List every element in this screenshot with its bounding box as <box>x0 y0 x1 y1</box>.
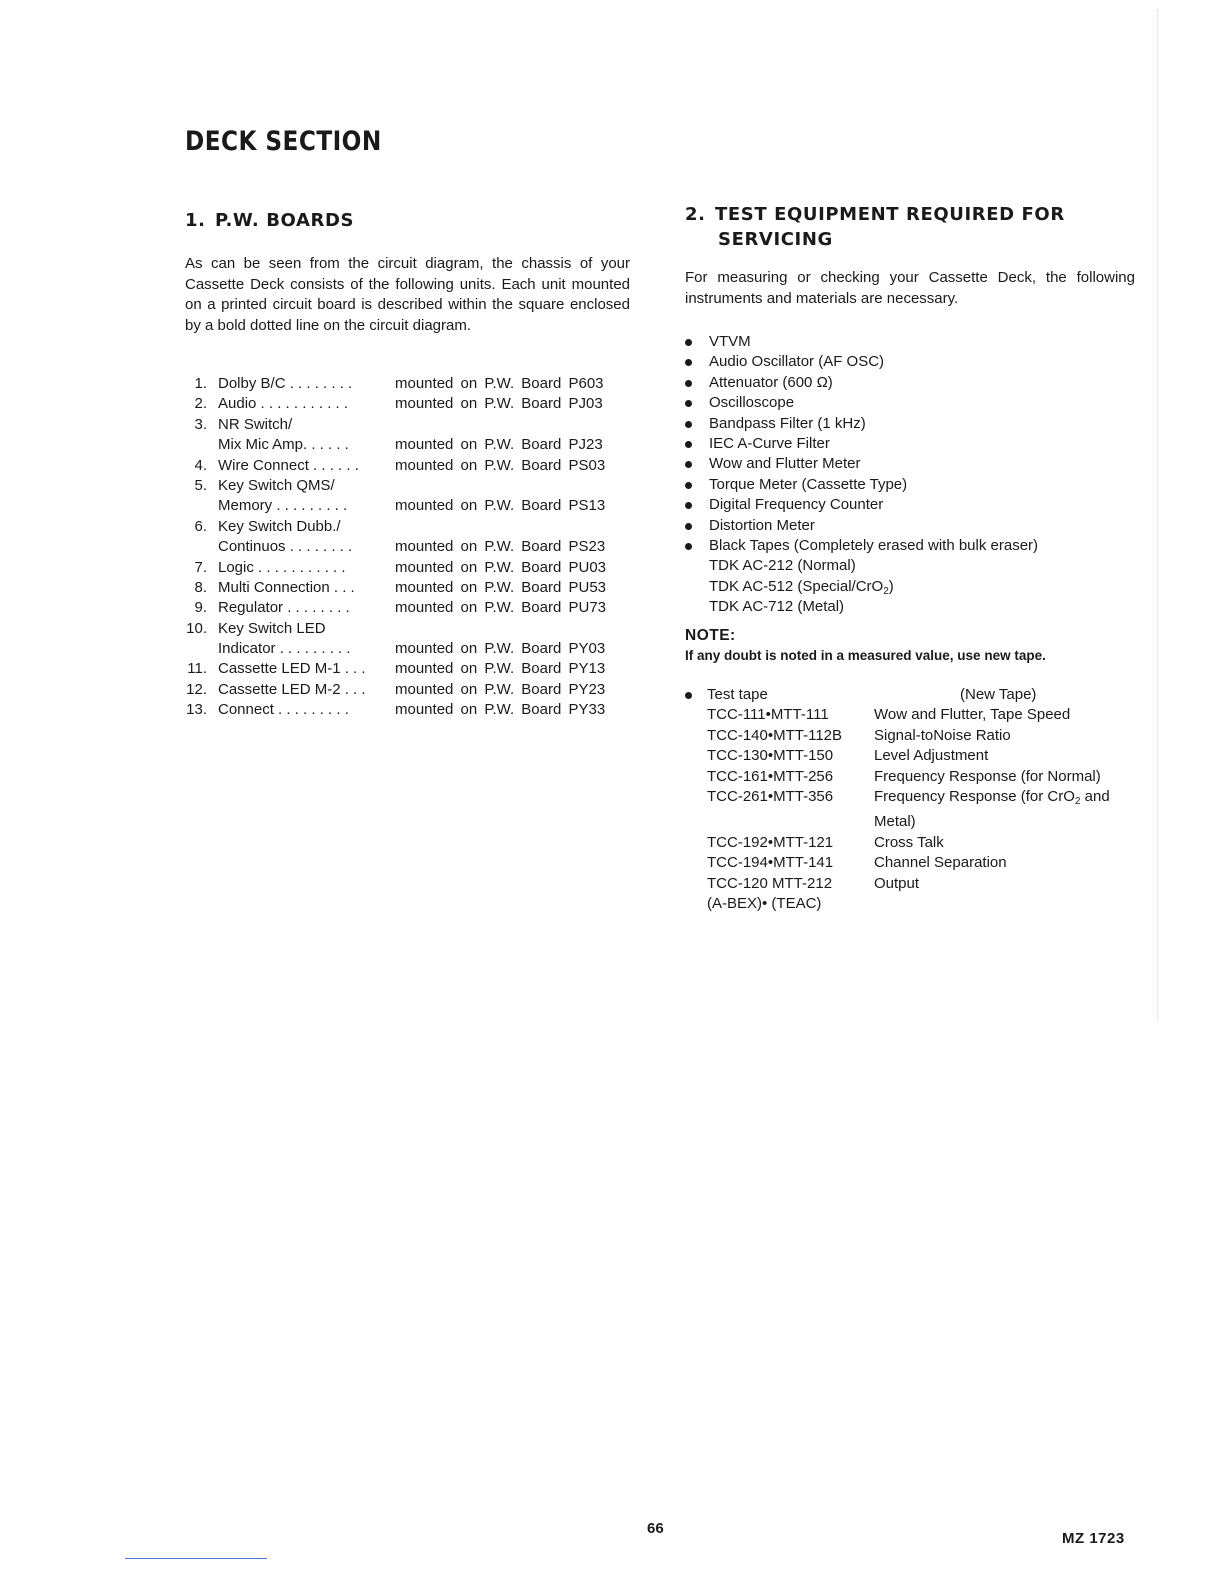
bullet-icon <box>685 502 692 509</box>
subscript: 2 <box>883 585 889 597</box>
board-row <box>185 394 635 414</box>
board-number: 1. <box>194 375 207 392</box>
test-tape-row <box>685 874 1155 894</box>
new-tape-label: (New Tape) <box>960 686 1037 703</box>
board-name: Key Switch LED <box>218 619 326 637</box>
board-number: 12. <box>186 680 207 698</box>
board-mount: mounted on P.W. Board PY23 <box>395 680 606 698</box>
board-mount: mounted on P.W. Board PU73 <box>395 599 607 617</box>
section-test-equipment <box>685 202 1155 913</box>
test-tape-header <box>685 685 1155 705</box>
board-number: 11. <box>187 660 207 678</box>
board-number: 13. <box>186 701 207 719</box>
board-number: 9. <box>194 599 207 617</box>
board-row <box>185 598 635 618</box>
board-row <box>185 619 635 639</box>
bullet-icon <box>685 441 692 448</box>
board-name: Dolby B/C . . . . . . . . <box>218 375 353 392</box>
section-title-line2: SERVICING <box>718 229 833 250</box>
bullet-icon <box>685 339 692 346</box>
test-tape-row <box>685 853 1155 873</box>
test-tape-row <box>685 787 1155 833</box>
board-number: 6. <box>194 517 207 535</box>
section-title-line1: TEST EQUIPMENT REQUIRED FOR <box>715 204 1065 225</box>
section-number: 2. <box>685 204 706 225</box>
tape-purpose: Output <box>874 874 920 892</box>
bullet-icon <box>685 380 692 387</box>
board-name: Indicator . . . . . . . . . <box>218 640 351 658</box>
bullet-icon <box>685 523 692 530</box>
test-tape-row <box>685 746 1155 766</box>
equipment-label: IEC A-Curve Filter <box>709 434 830 452</box>
board-number: 8. <box>194 578 207 596</box>
board-mount: mounted on P.W. Board PJ23 <box>395 436 603 454</box>
board-row <box>185 680 635 700</box>
board-row-continued <box>185 435 635 455</box>
equipment-item <box>685 495 1038 515</box>
equipment-item <box>685 536 1038 556</box>
note-text: If any doubt is noted in a measured value, use new tape. <box>685 648 1046 663</box>
tape-code: TCC-161•MTT-256 <box>707 767 834 785</box>
tape-code: TCC-192•MTT-121 <box>707 833 834 851</box>
board-row <box>185 476 635 496</box>
equipment-label: Digital Frequency Counter <box>709 496 884 514</box>
board-row-continued <box>185 496 635 516</box>
test-tape-row <box>685 833 1155 853</box>
page-title: DECK SECTION <box>185 126 382 157</box>
equipment-label: Attenuator (600 Ω) <box>709 373 833 391</box>
board-name: Key Switch QMS/ <box>218 476 335 494</box>
board-name: Regulator . . . . . . . . <box>218 599 350 617</box>
equipment-item <box>685 352 1038 372</box>
board-mount: mounted on P.W. Board PS03 <box>395 456 606 474</box>
equipment-label: Torque Meter (Cassette Type) <box>709 475 908 493</box>
equipment-label: Wow and Flutter Meter <box>709 455 861 473</box>
equipment-label: Black Tapes (Completely erased with bulk eraser) <box>709 536 1039 554</box>
board-number: 3. <box>194 415 207 433</box>
purpose-text: Frequency Response (for CrO <box>874 788 1075 806</box>
board-name: NR Switch/ <box>218 415 293 433</box>
page-number: 66 <box>647 1520 664 1537</box>
tape-code: TCC-140•MTT-112B <box>707 726 843 744</box>
test-equipment-intro: For measuring or checking your Cassette Deck, the following instruments and materials are necessary. <box>685 269 1135 307</box>
board-number: 2. <box>194 395 207 413</box>
board-row-continued <box>185 537 635 557</box>
board-number: 10. <box>186 619 207 637</box>
note-heading: NOTE: <box>685 627 736 644</box>
section-pw-boards <box>185 208 635 719</box>
board-mount: mounted on P.W. Board PS23 <box>395 538 606 556</box>
board-name: Wire Connect . . . . . . <box>218 456 359 474</box>
section-title: P.W. BOARDS <box>215 210 355 231</box>
bullet-icon <box>685 543 692 550</box>
board-mount: mounted on P.W. Board PJ03 <box>395 395 603 413</box>
tape-purpose: Frequency Response (for Normal) <box>874 767 1101 785</box>
board-name: Continuos . . . . . . . . <box>218 538 353 556</box>
equipment-label: Oscilloscope <box>709 394 795 412</box>
tape-purpose: Cross Talk <box>874 833 944 851</box>
board-mount: mounted on P.W. Board PY33 <box>395 701 606 719</box>
tape-purpose: Wow and Flutter, Tape Speed <box>874 706 1071 724</box>
board-row <box>185 558 635 578</box>
test-tape-list <box>685 685 1155 914</box>
board-name: Key Switch Dubb./ <box>218 517 341 535</box>
pw-boards-intro: As can be seen from the circuit diagram, the chassis of your Cassette Deck consists of the following units. Each unit mounted on a printed circuit board is described within the square enclosed by a bold dotted line on the circuit diagram. <box>185 255 630 334</box>
bullet-icon <box>685 692 692 699</box>
equipment-item <box>685 414 1038 434</box>
tape-code: TCC-194•MTT-141 <box>707 854 834 872</box>
board-name: Multi Connection . . . <box>218 578 355 596</box>
board-name: Cassette LED M-1 . . . <box>218 660 366 678</box>
board-mount: mounted on P.W. Board PY13 <box>395 660 606 678</box>
test-tape-footer <box>685 894 1155 914</box>
tape-purpose: Channel Separation <box>874 854 1007 872</box>
black-tape-item: TDK AC-212 (Normal) <box>709 557 856 575</box>
board-number: 5. <box>194 476 207 494</box>
tape-text: TDK AC-512 (Special/CrO <box>709 577 884 595</box>
board-mount: mounted on P.W. Board PU53 <box>395 578 607 596</box>
bullet-icon <box>685 400 692 407</box>
board-mount: mounted on P.W. Board PS13 <box>395 497 606 515</box>
purpose-text: and Metal) <box>874 788 1110 831</box>
section-heading-pw-boards <box>185 208 635 233</box>
black-tape-item: TDK AC-712 (Metal) <box>709 598 845 616</box>
board-row <box>185 456 635 476</box>
tape-text: ) <box>888 577 894 595</box>
equipment-item <box>685 373 1038 393</box>
board-name: Audio . . . . . . . . . . . <box>218 395 349 413</box>
test-tape-row <box>685 767 1155 787</box>
tape-purpose <box>874 787 1149 833</box>
board-name: Connect . . . . . . . . . <box>218 701 349 719</box>
test-tape-row <box>685 726 1155 746</box>
subscript: 2 <box>1074 796 1081 808</box>
board-name: Mix Mic Amp. . . . . . <box>218 436 349 454</box>
bullet-icon <box>685 482 692 489</box>
board-list <box>185 374 635 721</box>
scan-artifact-line <box>125 1558 267 1559</box>
equipment-label: Distortion Meter <box>709 516 815 534</box>
equipment-item <box>685 475 1038 495</box>
section-heading-test-equipment <box>685 202 1115 252</box>
test-tape-row <box>685 705 1155 725</box>
document-code: MZ 1723 <box>1062 1530 1125 1547</box>
note-block <box>685 626 1046 666</box>
board-name: Memory . . . . . . . . . <box>218 497 348 515</box>
board-mount: mounted on P.W. Board PU03 <box>395 558 607 576</box>
equipment-list <box>685 332 1038 617</box>
bullet-icon <box>685 461 692 468</box>
bullet-icon <box>685 359 692 366</box>
equipment-item <box>685 332 1038 352</box>
board-name: Cassette LED M-2 . . . <box>218 680 366 698</box>
board-number: 7. <box>194 558 207 576</box>
board-row <box>185 374 635 394</box>
tape-code: TCC-130•MTT-150 <box>707 747 834 765</box>
tape-code: TCC-261•MTT-356 <box>707 788 834 806</box>
board-mount: mounted on P.W. Board P603 <box>395 375 604 392</box>
equipment-label: Audio Oscillator (AF OSC) <box>709 353 885 371</box>
equipment-label: Bandpass Filter (1 kHz) <box>709 414 866 432</box>
board-row-continued <box>185 639 635 659</box>
tape-maker: (A-BEX)• (TEAC) <box>707 895 822 913</box>
board-row <box>185 659 635 679</box>
board-row <box>185 517 635 537</box>
tape-code: TCC-120 MTT-212 <box>707 874 833 892</box>
equipment-item <box>685 434 1038 454</box>
bullet-icon <box>685 421 692 428</box>
test-tape-label: Test tape <box>707 686 768 703</box>
section-number: 1. <box>185 210 206 231</box>
equipment-item <box>685 393 1038 413</box>
board-row <box>185 578 635 598</box>
equipment-item <box>685 516 1038 536</box>
page-edge-divider <box>1157 10 1159 1020</box>
board-mount: mounted on P.W. Board PY03 <box>395 640 606 658</box>
tape-code: TCC-111•MTT-111 <box>707 706 829 724</box>
tape-purpose: Signal-toNoise Ratio <box>874 726 1011 744</box>
equipment-label: VTVM <box>709 333 751 350</box>
board-row <box>185 700 635 720</box>
black-tape-item <box>685 577 1038 597</box>
board-number: 4. <box>194 456 207 474</box>
board-name: Logic . . . . . . . . . . . <box>218 558 346 576</box>
board-row <box>185 415 635 435</box>
tape-purpose: Level Adjustment <box>874 747 989 765</box>
equipment-item <box>685 454 1038 474</box>
